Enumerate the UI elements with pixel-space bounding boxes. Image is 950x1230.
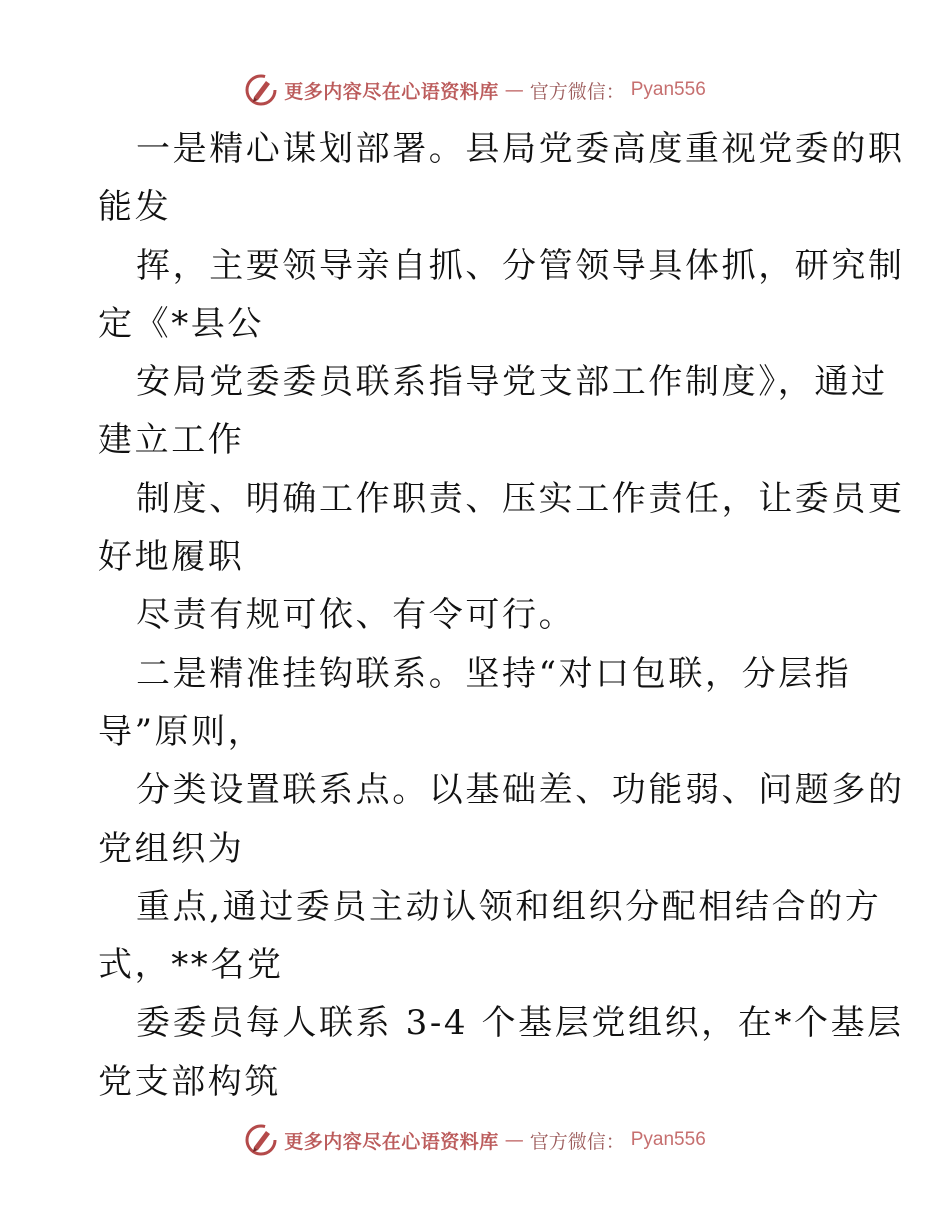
- watermark-title: 更多内容尽在心语资料库: [284, 1130, 499, 1153]
- text-line: 定《*县公: [98, 303, 264, 344]
- footer-watermark: [0, 1120, 950, 1160]
- watermark-title: 更多内容尽在心语资料库: [284, 80, 499, 103]
- text-line: 重点,通过委员主动认领和组织分配相结合的方: [136, 886, 882, 927]
- text-line: 委委员每人联系 3-4 个基层党组织，在*个基层: [136, 1003, 904, 1044]
- watermark-dash: —: [504, 79, 524, 101]
- text-line: 建立工作: [98, 420, 245, 461]
- document-body: [98, 120, 905, 1111]
- watermark-wechat-id: Pyan556: [630, 79, 706, 100]
- text-line: 党组织为: [98, 828, 245, 869]
- watermark-wechat-label: 官方微信：: [529, 1130, 625, 1153]
- text-line: 制度、明确工作职责、压实工作责任，让委员更: [136, 478, 905, 519]
- text-line: 一是精心谋划部署。县局党委高度重视党委的职: [136, 129, 905, 169]
- text-line: 导”原则，: [98, 711, 265, 752]
- text-line: 能发: [98, 187, 172, 228]
- header-watermark: [0, 70, 950, 110]
- pen-logo-icon: [244, 73, 278, 107]
- watermark-wechat-id: Pyan556: [630, 1129, 706, 1150]
- text-line: 好地履职: [98, 537, 245, 578]
- text-line: 式，**名党: [98, 945, 284, 986]
- watermark-wechat-label: 官方微信：: [529, 80, 625, 103]
- text-line: 分类设置联系点。以基础差、功能弱、问题多的: [136, 770, 905, 811]
- pen-logo-icon: [244, 1123, 278, 1157]
- text-line: 党支部构筑: [98, 1061, 281, 1102]
- text-line: 挥，主要领导亲自抓、分管领导具体抓，研究制: [136, 245, 905, 286]
- text-line: 尽责有规可依、有令可行。: [136, 595, 576, 636]
- text-line: 二是精准挂钩联系。坚持“对口包联，分层指: [136, 653, 852, 694]
- text-line: 安局党委委员联系指导党支部工作制度》，通过: [136, 362, 888, 403]
- watermark-dash: —: [504, 1129, 524, 1151]
